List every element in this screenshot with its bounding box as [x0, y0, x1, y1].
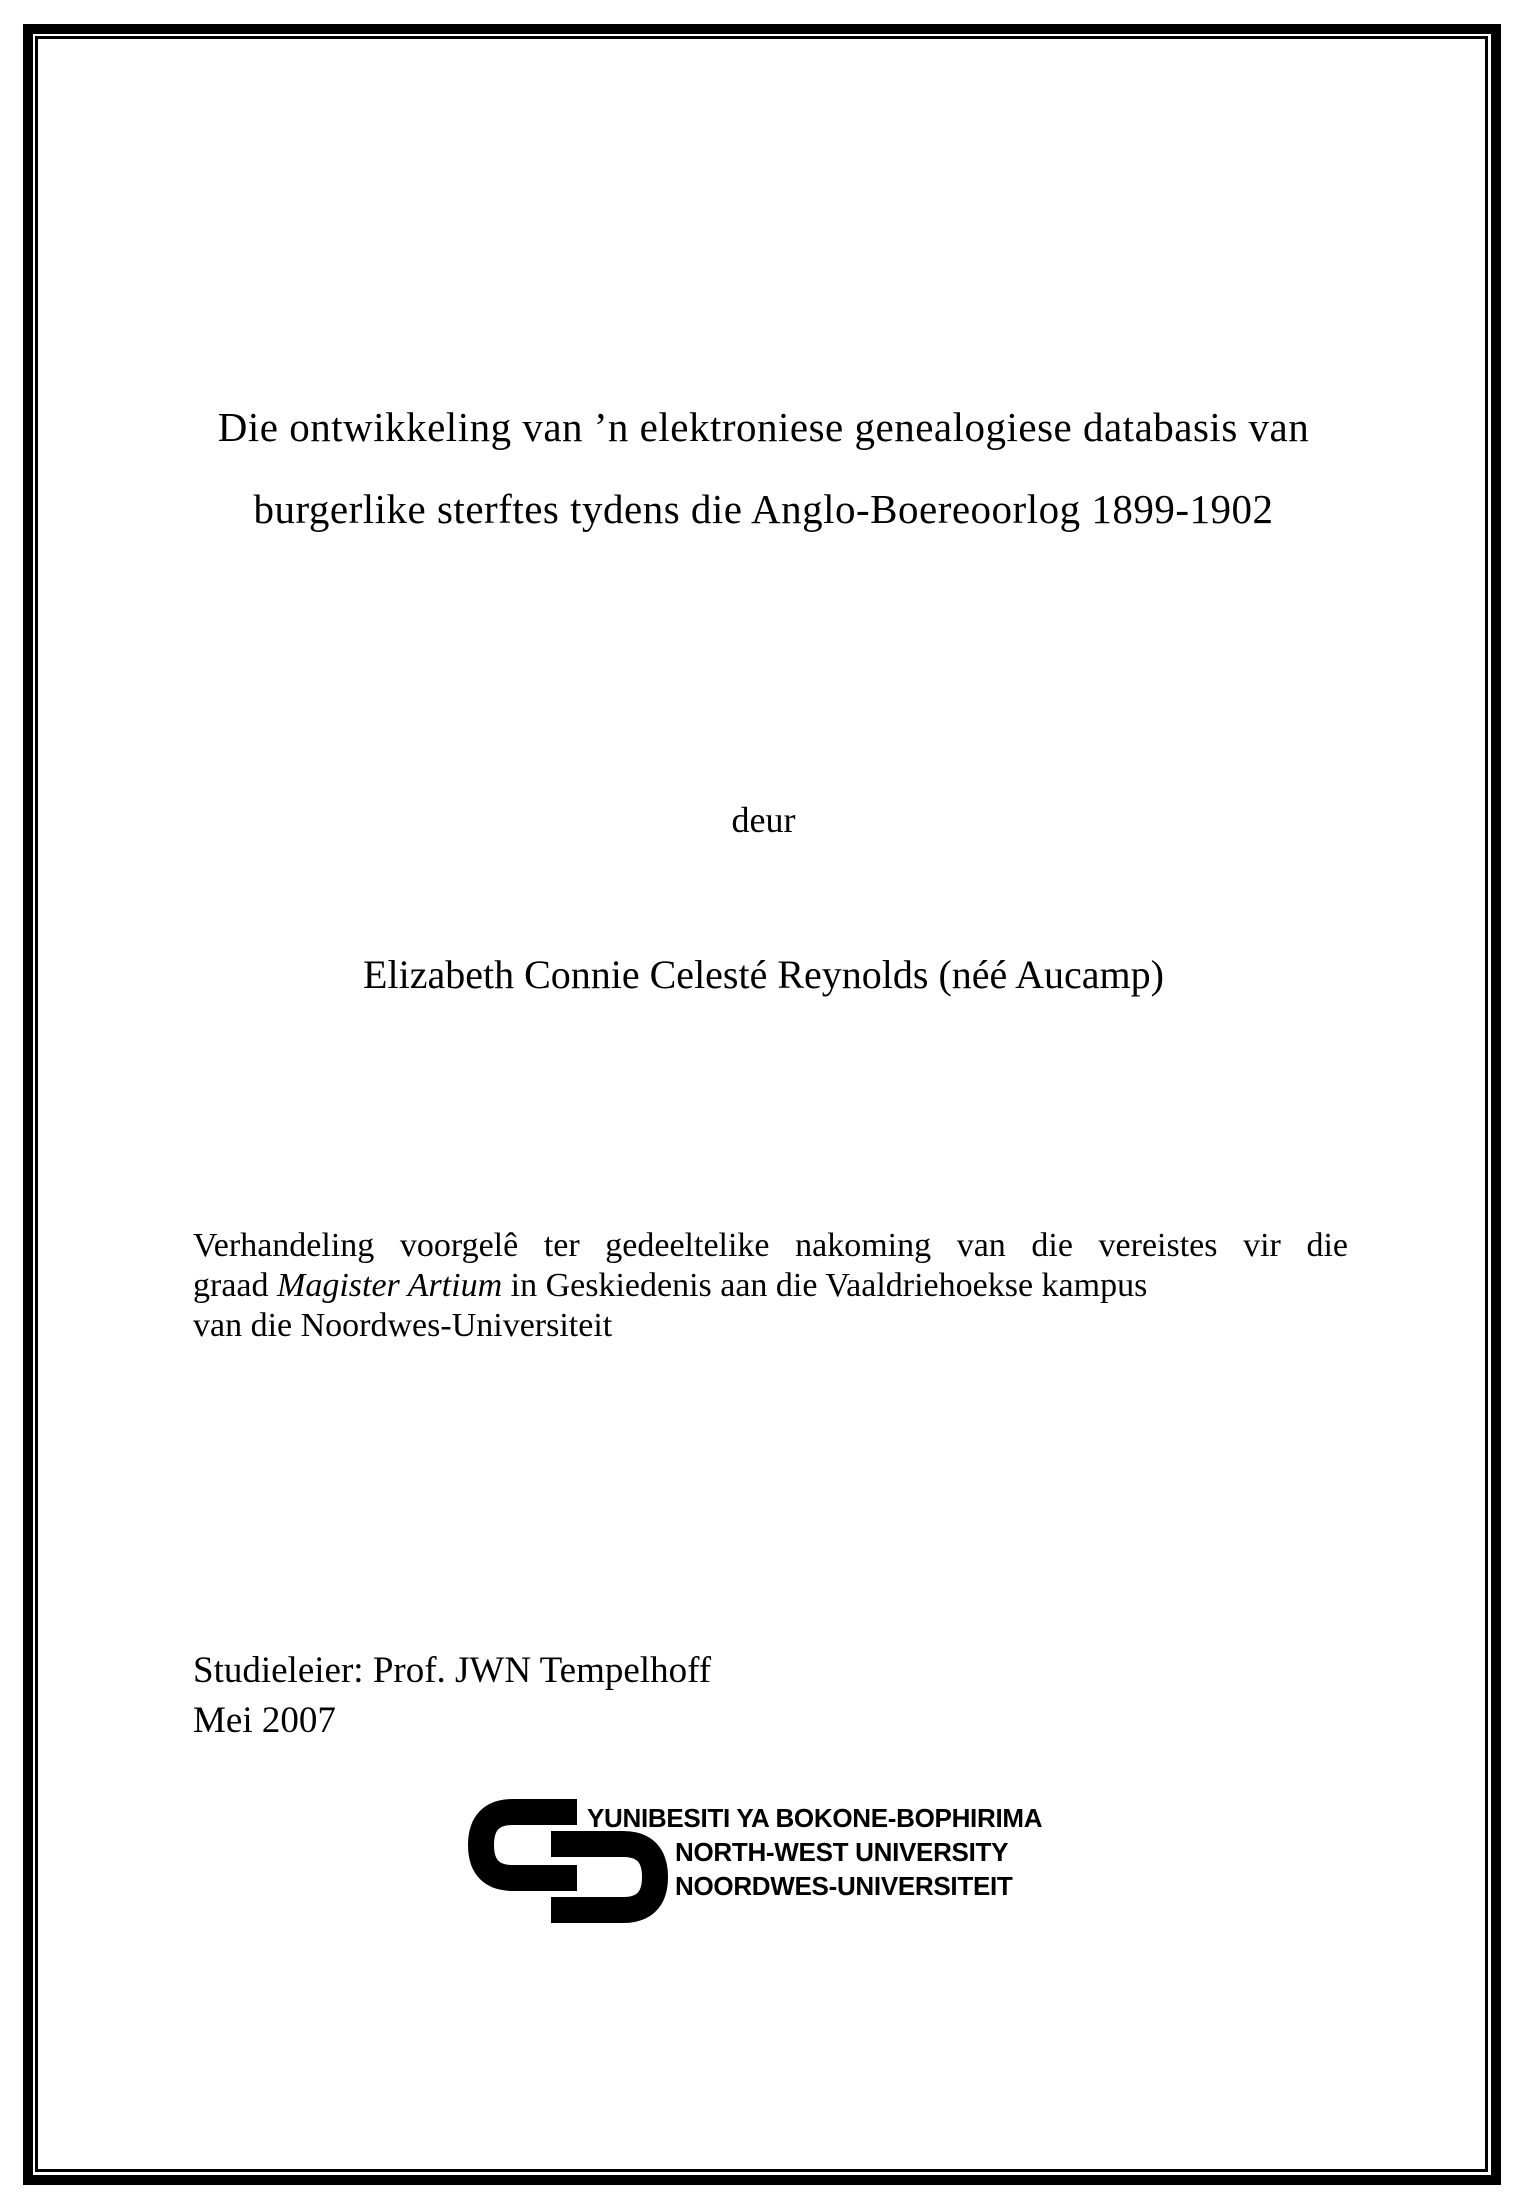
submission-statement-line2 — [193, 1266, 1348, 1306]
thesis-title — [110, 386, 1417, 550]
degree-prefix: graad — [193, 1267, 278, 1304]
university-name-afrikaans: NOORDWES-UNIVERSITEIT — [675, 1871, 1013, 1901]
thesis-title-line2: burgerlike sterftes tydens die Anglo-Boereoorlog 1899-1902 — [253, 486, 1274, 532]
submission-statement-line3: van die Noordwes-Universiteit — [193, 1307, 613, 1344]
university-name-setswana: YUNIBESITI YA BOKONE-BOPHIRIMA — [587, 1803, 1043, 1833]
author-name: Elizabeth Connie Celesté Reynolds (néé Aucamp) — [363, 952, 1164, 997]
degree-name: Magister Artium — [277, 1267, 503, 1304]
byline-label: deur — [731, 800, 796, 840]
submission-statement-line1: Verhandeling voorgelê ter gedeeltelike nakoming van die vereistes vir die — [193, 1227, 1348, 1264]
submission-statement — [193, 1226, 1348, 1346]
degree-suffix: in Geskiedenis aan die Vaaldriehoekse kampus — [502, 1267, 1148, 1304]
date-line: Mei 2007 — [193, 1700, 336, 1741]
university-wordmark — [587, 1801, 1043, 1903]
supervisor-block — [193, 1646, 711, 1746]
supervisor-line: Studieleier: Prof. JWN Tempelhoff — [193, 1650, 712, 1691]
thesis-title-line1: Die ontwikkeling van ’n elektroniese genealogiese databasis van — [217, 404, 1310, 450]
university-name-english: NORTH-WEST UNIVERSITY — [675, 1837, 1009, 1867]
